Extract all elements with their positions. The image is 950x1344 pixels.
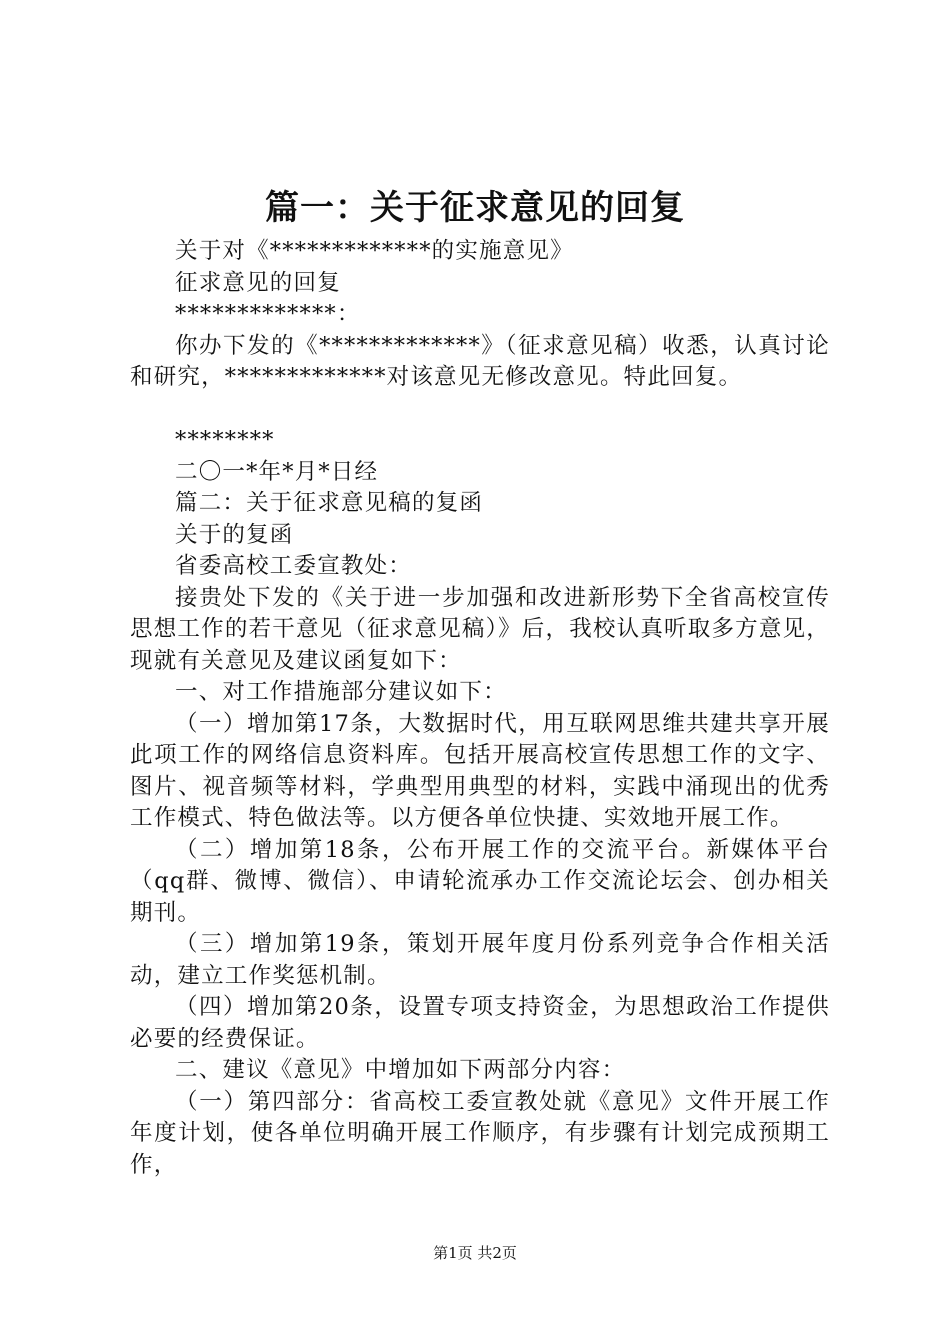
- addressee: 省委高校工委宣教处：: [175, 553, 413, 579]
- paragraph: （二）增加第18条，公布开展工作的交流平台。新媒体平台（qq群、微博、微信）、申请轮流承办工作交流论坛会、创办相关期刊。: [130, 836, 830, 926]
- paragraph: 关于对《*************的实施意见》: [175, 238, 574, 264]
- date-line: 二〇一*年*月*日经: [175, 458, 379, 485]
- paragraph: 征求意见的回复: [175, 269, 341, 296]
- paragraph: 接贵处下发的《关于进一步加强和改进新形势下全省高校宣传思想工作的若干意见（征求意见稿）》后，我校认真听取多方意见，现就有关意见及建议函复如下：: [130, 584, 830, 674]
- paragraph: 一、对工作措施部分建议如下：: [175, 679, 507, 705]
- paragraph: （一）增加第17条，大数据时代，用互联网思维共建共享开展此项工作的网络信息资料库。包括开展高校宣传思想工作的文字、图片、视音频等材料，学典型用典型的材料，实践中涌现出的优秀工作模式、特色做法等。以方便各单位快捷、实效地开展工作。: [130, 710, 830, 831]
- paragraph: （一）第四部分：省高校工委宣教处就《意见》文件开展工作年度计划，使各单位明确开展工作顺序，有步骤有计划完成预期工作，: [130, 1088, 830, 1178]
- paragraph: （三）增加第19条，策划开展年度月份系列竞争合作相关活动，建立工作奖惩机制。: [130, 931, 830, 989]
- paragraph: 你办下发的《*************》（征求意见稿）收悉，认真讨论和研究，*************对该意见无修改意见。特此回复。: [130, 332, 830, 390]
- document-body: [130, 236, 830, 1181]
- paragraph: *************：: [175, 301, 361, 327]
- paragraph: 关于的复函: [175, 521, 294, 548]
- blank-line: [130, 394, 830, 426]
- section-heading: 篇二：关于征求意见稿的复函: [175, 490, 484, 516]
- paragraph: 二、建议《意见》中增加如下两部分内容：: [175, 1057, 626, 1083]
- page-footer: 第1页 共2页: [433, 1244, 517, 1262]
- paragraph: ********: [175, 427, 275, 453]
- document-title: 篇一：关于征求意见的回复: [265, 188, 685, 228]
- paragraph: （四）增加第20条，设置专项支持资金，为思想政治工作提供必要的经费保证。: [130, 994, 830, 1052]
